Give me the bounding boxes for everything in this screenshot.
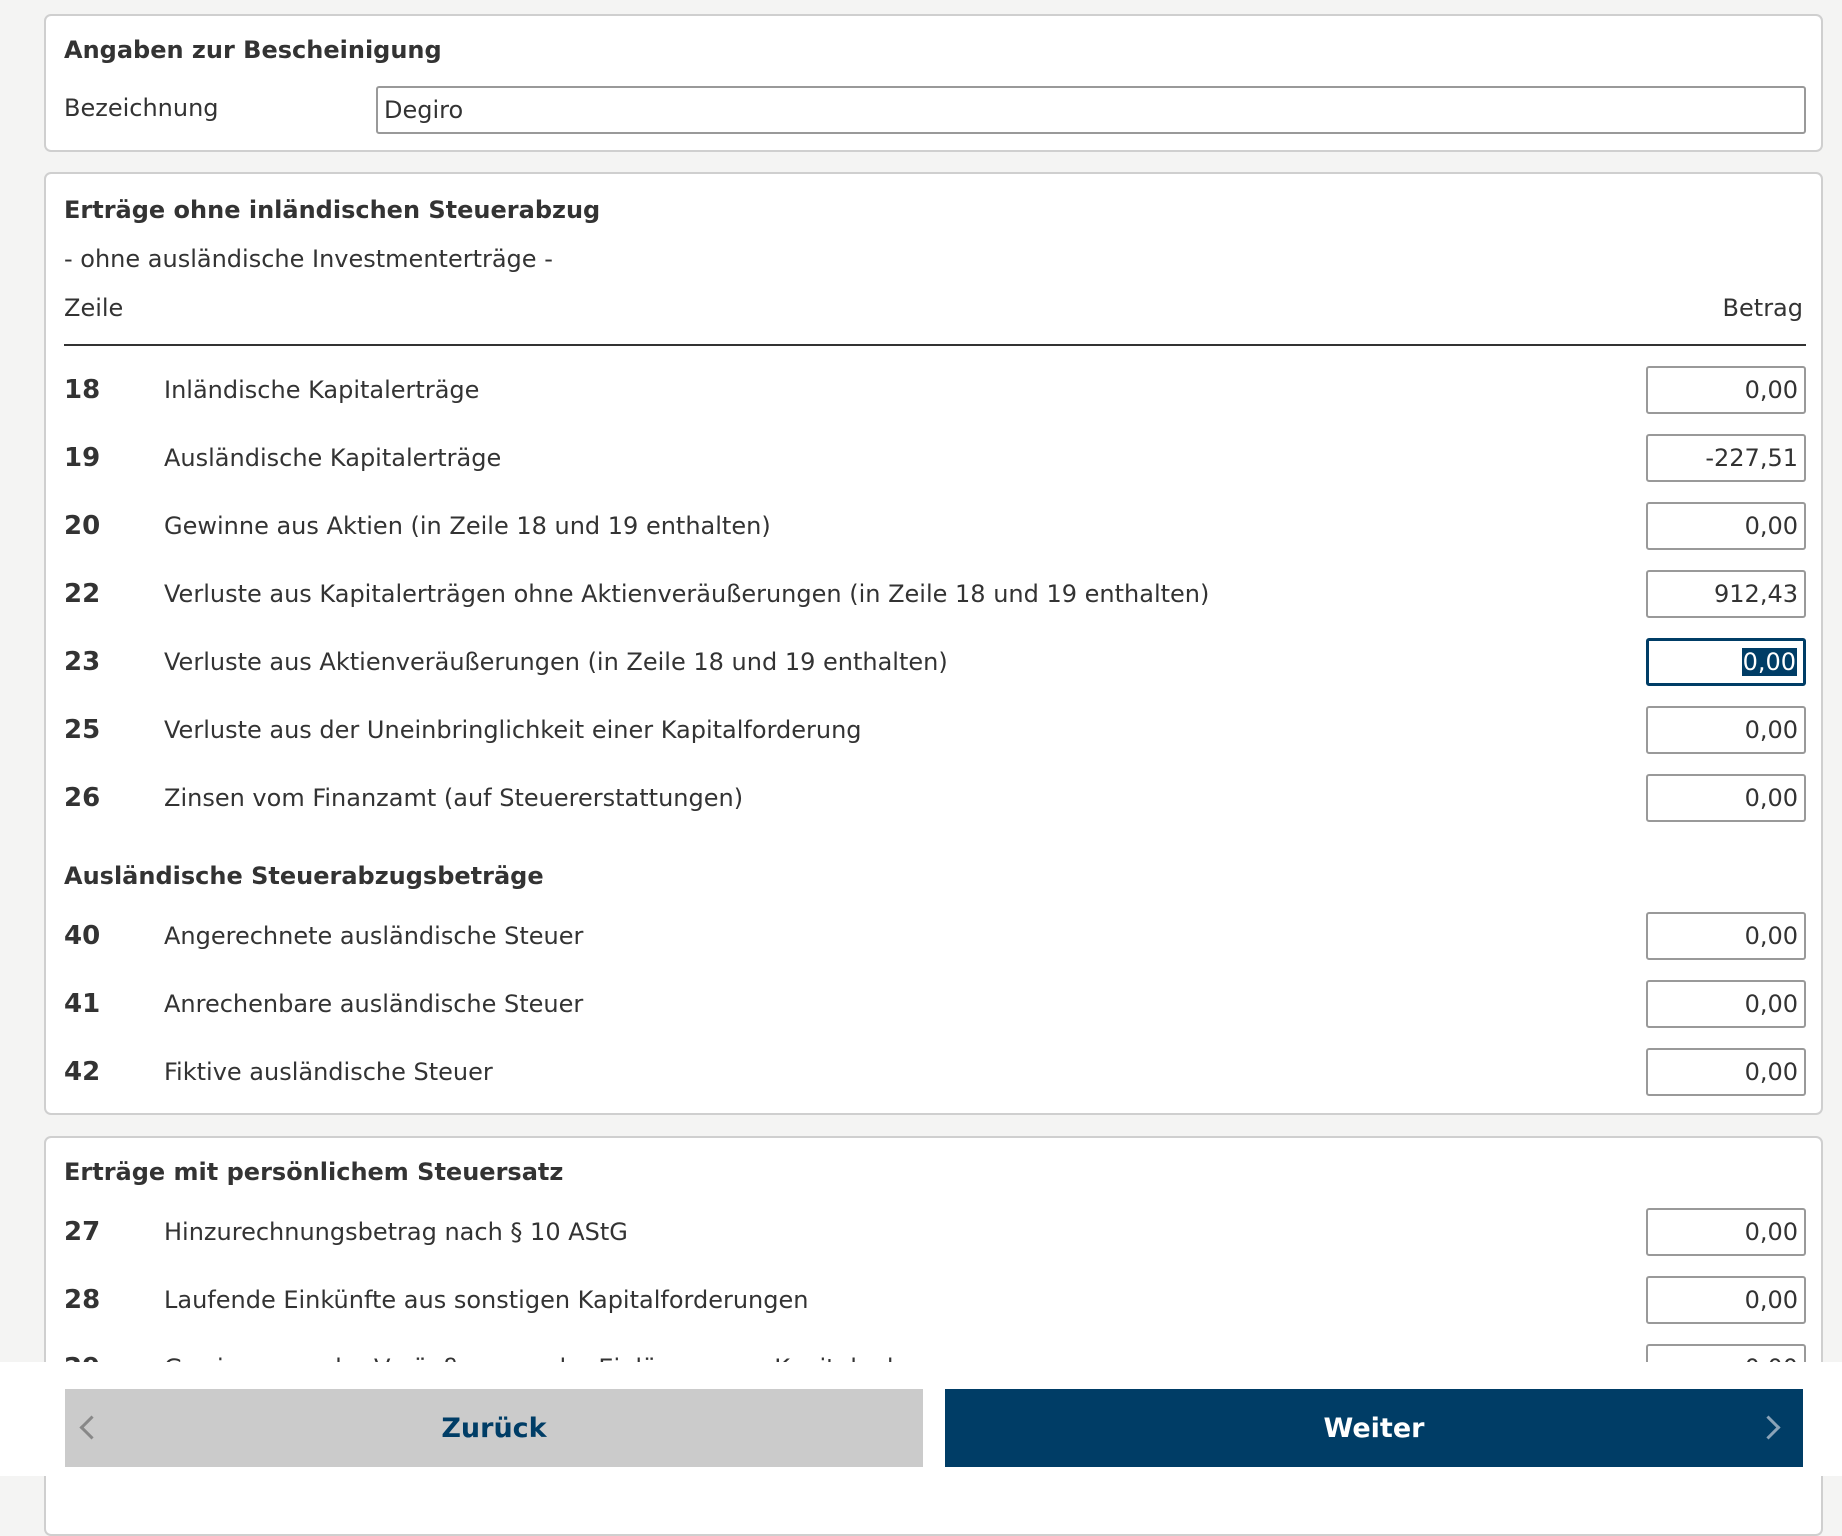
row-label: Angerechnete ausländische Steuer xyxy=(164,922,584,950)
row-number: 27 xyxy=(64,1217,101,1247)
back-button[interactable] xyxy=(65,1389,923,1467)
row-label: Zinsen vom Finanzamt (auf Steuererstattungen) xyxy=(164,784,744,812)
amount-input[interactable]: 0,00 xyxy=(1646,1048,1806,1096)
footer-nav xyxy=(0,1362,1842,1476)
row-label: Hinzurechnungsbetrag nach § 10 AStG xyxy=(164,1218,628,1246)
selected-text: 0,00 xyxy=(1742,648,1796,676)
amount-input[interactable]: 0,00 xyxy=(1646,502,1806,550)
amount-input[interactable]: 0,00 xyxy=(1646,706,1806,754)
domestic-title: Erträge ohne inländischen Steuerabzug xyxy=(64,196,601,224)
chevron-right-icon xyxy=(1756,1415,1780,1439)
row-number: 25 xyxy=(64,715,101,745)
amount-input[interactable]: 0,00 xyxy=(1646,912,1806,960)
table-row xyxy=(46,638,1821,686)
row-label: Laufende Einkünfte aus sonstigen Kapitalforderungen xyxy=(164,1286,809,1314)
personal-panel xyxy=(44,1136,1823,1536)
next-button[interactable] xyxy=(945,1389,1803,1467)
name-input[interactable] xyxy=(376,86,1806,134)
row-number: 23 xyxy=(64,647,101,677)
row-number: 26 xyxy=(64,783,101,813)
table-row xyxy=(46,1276,1821,1324)
row-number: 41 xyxy=(64,989,101,1019)
row-label: Inländische Kapitalerträge xyxy=(164,376,480,404)
certificate-title: Angaben zur Bescheinigung xyxy=(64,36,442,64)
row-number: 19 xyxy=(64,443,101,473)
row-label: Verluste aus Kapitalerträgen ohne Aktienveräußerungen (in Zeile 18 und 19 enthalten) xyxy=(164,580,1210,608)
amount-input[interactable]: 0,00 xyxy=(1646,1208,1806,1256)
table-row xyxy=(46,502,1821,550)
row-label: Anrechenbare ausländische Steuer xyxy=(164,990,584,1018)
name-label: Bezeichnung xyxy=(64,94,219,122)
table-row xyxy=(46,912,1821,960)
row-number: 22 xyxy=(64,579,101,609)
row-label: Verluste aus Aktienveräußerungen (in Zeile 18 und 19 enthalten) xyxy=(164,648,948,676)
header-divider xyxy=(64,344,1806,346)
column-header-amount: Betrag xyxy=(1722,294,1803,322)
table-row xyxy=(46,980,1821,1028)
table-row xyxy=(46,570,1821,618)
amount-input-focused[interactable] xyxy=(1646,638,1806,686)
column-header-line: Zeile xyxy=(64,294,124,322)
amount-input[interactable]: 0,00 xyxy=(1646,1276,1806,1324)
amount-input[interactable]: 912,43 xyxy=(1646,570,1806,618)
table-row xyxy=(46,434,1821,482)
domestic-panel xyxy=(44,172,1823,1115)
certificate-panel xyxy=(44,14,1823,152)
table-row xyxy=(46,774,1821,822)
row-number: 18 xyxy=(64,375,101,405)
amount-input[interactable]: -227,51 xyxy=(1646,434,1806,482)
chevron-left-icon xyxy=(79,1415,103,1439)
next-button-label: Weiter xyxy=(1323,1412,1425,1444)
table-row xyxy=(46,1208,1821,1256)
row-label: Ausländische Kapitalerträge xyxy=(164,444,502,472)
amount-input[interactable]: 0,00 xyxy=(1646,980,1806,1028)
row-number: 28 xyxy=(64,1285,101,1315)
row-label: Fiktive ausländische Steuer xyxy=(164,1058,493,1086)
domestic-subtitle: - ohne ausländische Investmenterträge - xyxy=(64,245,553,273)
table-row xyxy=(46,1048,1821,1096)
amount-input[interactable]: 0,00 xyxy=(1646,774,1806,822)
row-number: 42 xyxy=(64,1057,101,1087)
row-label: Verluste aus der Uneinbringlichkeit einer Kapitalforderung xyxy=(164,716,862,744)
amount-input[interactable]: 0,00 xyxy=(1646,366,1806,414)
personal-title: Erträge mit persönlichem Steuersatz xyxy=(64,1158,564,1186)
row-number: 20 xyxy=(64,511,101,541)
table-row xyxy=(46,706,1821,754)
foreign-tax-title: Ausländische Steuerabzugsbeträge xyxy=(64,862,544,890)
back-button-label: Zurück xyxy=(441,1412,547,1444)
table-row xyxy=(46,366,1821,414)
row-number: 40 xyxy=(64,921,101,951)
row-label: Gewinne aus Aktien (in Zeile 18 und 19 enthalten) xyxy=(164,512,771,540)
